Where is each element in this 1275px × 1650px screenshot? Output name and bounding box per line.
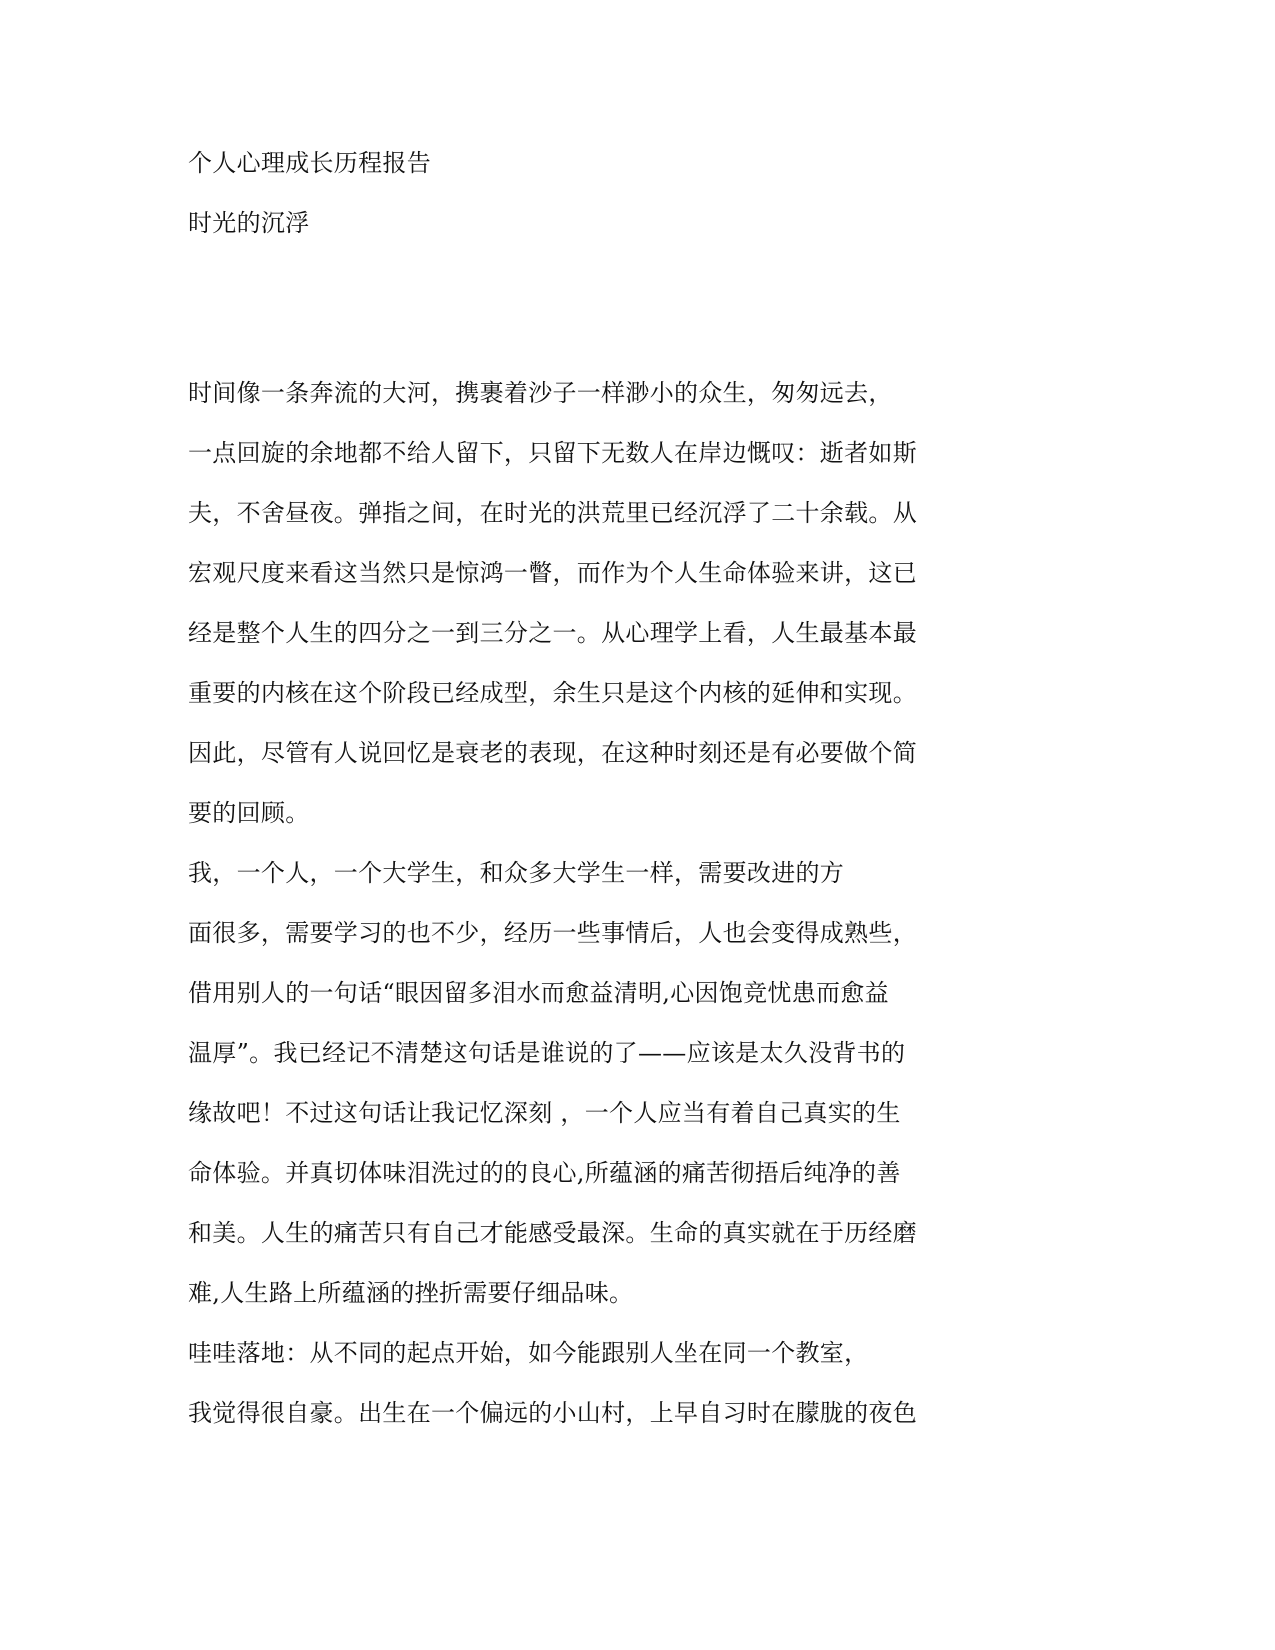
paragraph-line: 重要的内核在这个阶段已经成型，余生只是这个内核的延伸和实现。 xyxy=(188,679,917,707)
document-title: 个人心理成长历程报告 xyxy=(188,149,431,177)
paragraph-line: 我，一个人，一个大学生，和众多大学生一样，需要改进的方 xyxy=(188,859,845,887)
paragraph-line: 一点回旋的余地都不给人留下，只留下无数人在岸边慨叹：逝者如斯 xyxy=(188,439,917,467)
paragraph-line: 夫，不舍昼夜。弹指之间，在时光的洪荒里已经沉浮了二十余载。从 xyxy=(188,499,917,527)
paragraph-line: 时间像一条奔流的大河，携裹着沙子一样渺小的众生，匆匆远去， xyxy=(188,379,893,407)
paragraph-line: 宏观尺度来看这当然只是惊鸿一瞥，而作为个人生命体验来讲，这已 xyxy=(188,559,917,587)
paragraph-line: 经是整个人生的四分之一到三分之一。从心理学上看，人生最基本最 xyxy=(188,619,917,647)
paragraph-line: 要的回顾。 xyxy=(188,799,310,827)
paragraph-line: 借用别人的一句话“眼因留多泪水而愈益清明,心因饱竞忧患而愈益 xyxy=(188,979,889,1007)
paragraph-line: 命体验。并真切体味泪洗过的的良心,所蕴涵的痛苦彻捂后纯净的善 xyxy=(188,1159,901,1187)
paragraph-line: 我觉得很自豪。出生在一个偏远的小山村，上早自习时在朦胧的夜色 xyxy=(188,1399,917,1427)
paragraph-line: 和美。人生的痛苦只有自己才能感受最深。生命的真实就在于历经磨 xyxy=(188,1219,917,1247)
paragraph-line: 温厚”。我已经记不清楚这句话是谁说的了——应该是太久没背书的 xyxy=(188,1039,906,1067)
paragraph-line: 缘故吧！不过这句话让我记忆深刻 ，一个人应当有着自己真实的生 xyxy=(188,1099,901,1127)
paragraph-line: 哇哇落地：从不同的起点开始，如今能跟别人坐在同一个教室， xyxy=(188,1339,869,1367)
paragraph-line: 面很多，需要学习的也不少，经历一些事情后，人也会变得成熟些， xyxy=(188,919,917,947)
paragraph-line: 因此，尽管有人说回忆是衰老的表现，在这种时刻还是有必要做个简 xyxy=(188,739,917,767)
document-subtitle: 时光的沉浮 xyxy=(188,209,310,237)
paragraph-line: 难,人生路上所蕴涵的挫折需要仔细品味。 xyxy=(188,1279,634,1307)
